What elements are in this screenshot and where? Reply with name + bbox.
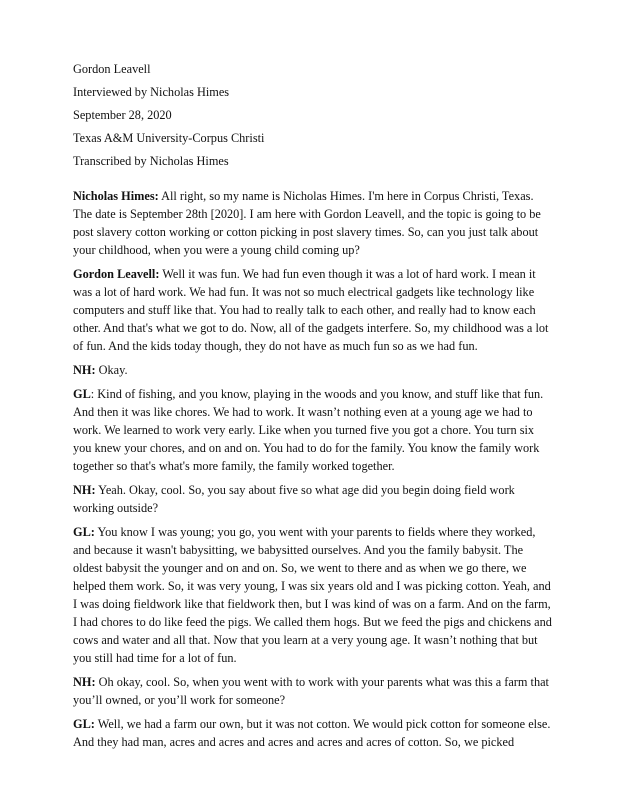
transcript-paragraph bbox=[73, 265, 553, 355]
speaker-label: GL: bbox=[73, 525, 95, 539]
paragraph-text: Well it was fun. We had fun even though it was a lot of hard work. I mean it was a lot of hard work. We had fun. It was not so much electrical gadgets like technology like computers and stuff like that. You had to really talk to each other, and really had to know each other. And that's what we got to do. Now, all of the gadgets interfere. So, my childhood was a lot of fun. And the kids today though, they do not have as much fun so as we had fun. bbox=[73, 267, 549, 353]
transcriber-line: Transcribed by Nicholas Himes bbox=[73, 154, 229, 168]
interviewer-line: Interviewed by Nicholas Himes bbox=[73, 85, 230, 99]
interview-date: September 28, 2020 bbox=[73, 108, 172, 122]
paragraph-text: Oh okay, cool. So, when you went with to work with your parents what was this a farm that you’ll owned, or you’ll work for someone? bbox=[73, 675, 549, 707]
transcript-page bbox=[73, 60, 553, 757]
paragraph-text: All right, so my name is Nicholas Himes. I'm here in Corpus Christi, Texas. The date is September 28th [2020]. I am here with Gordon Leavell, and the topic is going to be post slavery cotton working or cotton picking in post slavery times. So, can you just talk about your childhood, when you were a young child coming up? bbox=[73, 189, 541, 257]
paragraph-text: Yeah. Okay, cool. So, you say about five so what age did you begin doing field work working outside? bbox=[73, 483, 515, 515]
document-header bbox=[73, 60, 553, 170]
speaker-label: NH: bbox=[73, 363, 96, 377]
speaker-label: GL: bbox=[73, 717, 95, 731]
speaker-label: NH: bbox=[73, 483, 96, 497]
speaker-label: Gordon Leavell: bbox=[73, 267, 160, 281]
institution: Texas A&M University-Corpus Christi bbox=[73, 131, 265, 145]
transcript-paragraph bbox=[73, 361, 553, 379]
transcript-paragraph bbox=[73, 715, 553, 751]
speaker-label: Nicholas Himes: bbox=[73, 189, 159, 203]
transcript-paragraph bbox=[73, 187, 553, 259]
transcript-body bbox=[73, 187, 553, 751]
paragraph-text: You know I was young; you go, you went with your parents to fields where they worked, and because it wasn't babysitting, we babysitted ourselves. And you the family babysit. The oldest babysit the younger and on and on. So, we went to there and as when we go there, we helped them work. So, it was very young, I was six years old and I was picking cotton. Yeah, and I was doing fieldwork like that fieldwork then, but I was kind of was on a farm. And on the farm, I had chores to do like feed the pigs. We called them hogs. But we feed the pigs and chickens and cows and water and all that. Now that you learn at a very young age. It wasn’t nothing that but you still had time for a lot of fun. bbox=[73, 525, 552, 665]
speaker-label: NH: bbox=[73, 675, 96, 689]
paragraph-text: Well, we had a farm our own, but it was not cotton. We would pick cotton for someone else. And they had man, acres and acres and acres and acres and acres of cotton. So, we picked bbox=[73, 717, 551, 749]
paragraph-text: Okay. bbox=[95, 363, 128, 377]
transcript-paragraph bbox=[73, 523, 553, 667]
speaker-label: GL bbox=[73, 387, 91, 401]
transcript-paragraph bbox=[73, 673, 553, 709]
transcript-paragraph bbox=[73, 385, 553, 475]
paragraph-text: : Kind of fishing, and you know, playing in the woods and you know, and stuff like that fun. And then it was like chores. We had to work. It wasn’t nothing even at a young age we had to work. We learned to work very early. Like when you turned five you got a chore. You turn six you knew your chores, and on and on. You had to do for the family. You know the family work together so that's what's more family, the family worked together. bbox=[73, 387, 544, 473]
interviewee-name: Gordon Leavell bbox=[73, 62, 151, 76]
transcript-paragraph bbox=[73, 481, 553, 517]
